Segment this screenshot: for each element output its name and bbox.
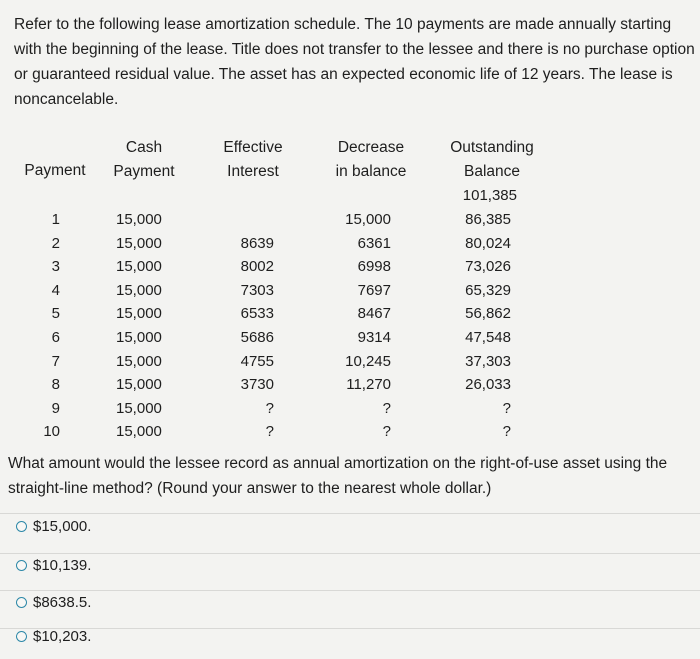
cell-interest: 8002 — [240, 258, 274, 276]
cell-cash: 15,000 — [116, 305, 162, 323]
divider — [0, 513, 700, 514]
cell-balance: ? — [502, 399, 511, 417]
initial-balance: 101,385 — [462, 187, 517, 204]
cell-interest: 5686 — [240, 329, 274, 346]
question-text: What amount would the lessee record as annual amortization on the right-of-use asset using the straight-line method? (Round your answer to the nearest whole dollar.) — [8, 455, 668, 497]
cell-cash: 15,000 — [116, 258, 162, 276]
header-cash: Cash Payment — [113, 139, 175, 180]
cell-payment: 4 — [51, 281, 60, 299]
cell-payment: 5 — [51, 305, 60, 323]
option-8638-5[interactable] — [16, 590, 91, 614]
option-15000[interactable] — [16, 514, 91, 538]
cell-cash: 15,000 — [116, 376, 162, 394]
header-balance: Outstanding Balance — [450, 139, 534, 180]
cell-decrease: 15,000 — [345, 211, 391, 228]
cell-balance: 86,385 — [465, 211, 511, 228]
cell-cash: 15,000 — [116, 211, 162, 228]
cell-payment: 2 — [51, 234, 60, 252]
cell-interest: ? — [265, 399, 274, 417]
cell-decrease: ? — [382, 399, 391, 417]
cell-interest: 7303 — [240, 281, 274, 299]
cell-interest: 3730 — [240, 376, 274, 394]
cell-decrease: 7697 — [357, 281, 391, 299]
cell-payment: 6 — [51, 329, 60, 346]
cell-payment: 3 — [51, 258, 60, 276]
option-label: $8638.5. — [33, 593, 92, 611]
cell-decrease: ? — [382, 423, 391, 441]
cell-payment: 10 — [43, 423, 60, 441]
cell-decrease: 9314 — [357, 329, 391, 346]
divider — [0, 590, 700, 591]
cell-cash: 15,000 — [116, 399, 162, 417]
header-interest: Effective Interest — [223, 139, 283, 180]
cell-balance: 47,548 — [465, 329, 511, 346]
cell-cash: 15,000 — [116, 352, 162, 370]
cell-cash: 15,000 — [116, 329, 162, 346]
cell-cash: 15,000 — [116, 281, 162, 299]
cell-balance: 26,033 — [465, 376, 511, 394]
header-decrease: Decrease in balance — [335, 139, 407, 180]
cell-interest: 4755 — [240, 352, 274, 370]
option-10203[interactable] — [16, 624, 91, 648]
cell-balance: ? — [502, 423, 511, 441]
option-label: $15,000. — [33, 517, 92, 535]
cell-interest: ? — [265, 423, 274, 441]
cell-balance: 56,862 — [465, 305, 511, 323]
cell-interest: 6533 — [240, 305, 274, 323]
radio-button[interactable] — [16, 631, 27, 642]
cell-interest: 8639 — [240, 234, 274, 252]
cell-balance: 65,329 — [465, 281, 511, 299]
cell-balance: 37,303 — [465, 352, 511, 370]
cell-payment: 1 — [51, 211, 60, 228]
cell-balance: 73,026 — [465, 258, 511, 276]
header-payment: Payment — [24, 162, 86, 179]
cell-payment: 7 — [51, 352, 60, 370]
option-label: $10,203. — [33, 627, 92, 645]
radio-button[interactable] — [16, 560, 27, 571]
cell-balance: 80,024 — [465, 234, 511, 252]
cell-decrease: 11,270 — [346, 376, 391, 394]
divider — [0, 553, 700, 554]
cell-decrease: 10,245 — [345, 352, 391, 370]
cell-cash: 15,000 — [116, 234, 162, 252]
problem-intro: Refer to the following lease amortization schedule. The 10 payments are made annually starting with the beginning of the lease. Title does not transfer to the lessee and there is no purchase option or guaranteed residual value. The asset has an expected economic life of 12 years. The lease is noncancelable. — [14, 16, 695, 108]
divider — [0, 628, 700, 629]
cell-decrease: 6361 — [357, 234, 391, 252]
option-label: $10,139. — [33, 556, 92, 574]
cell-payment: 8 — [51, 376, 60, 394]
cell-payment: 9 — [51, 399, 60, 417]
option-10139[interactable] — [16, 553, 91, 577]
cell-decrease: 6998 — [357, 258, 391, 276]
cell-cash: 15,000 — [116, 423, 162, 441]
radio-button[interactable] — [16, 521, 27, 532]
radio-button[interactable] — [16, 597, 27, 608]
cell-decrease: 8467 — [357, 305, 391, 323]
